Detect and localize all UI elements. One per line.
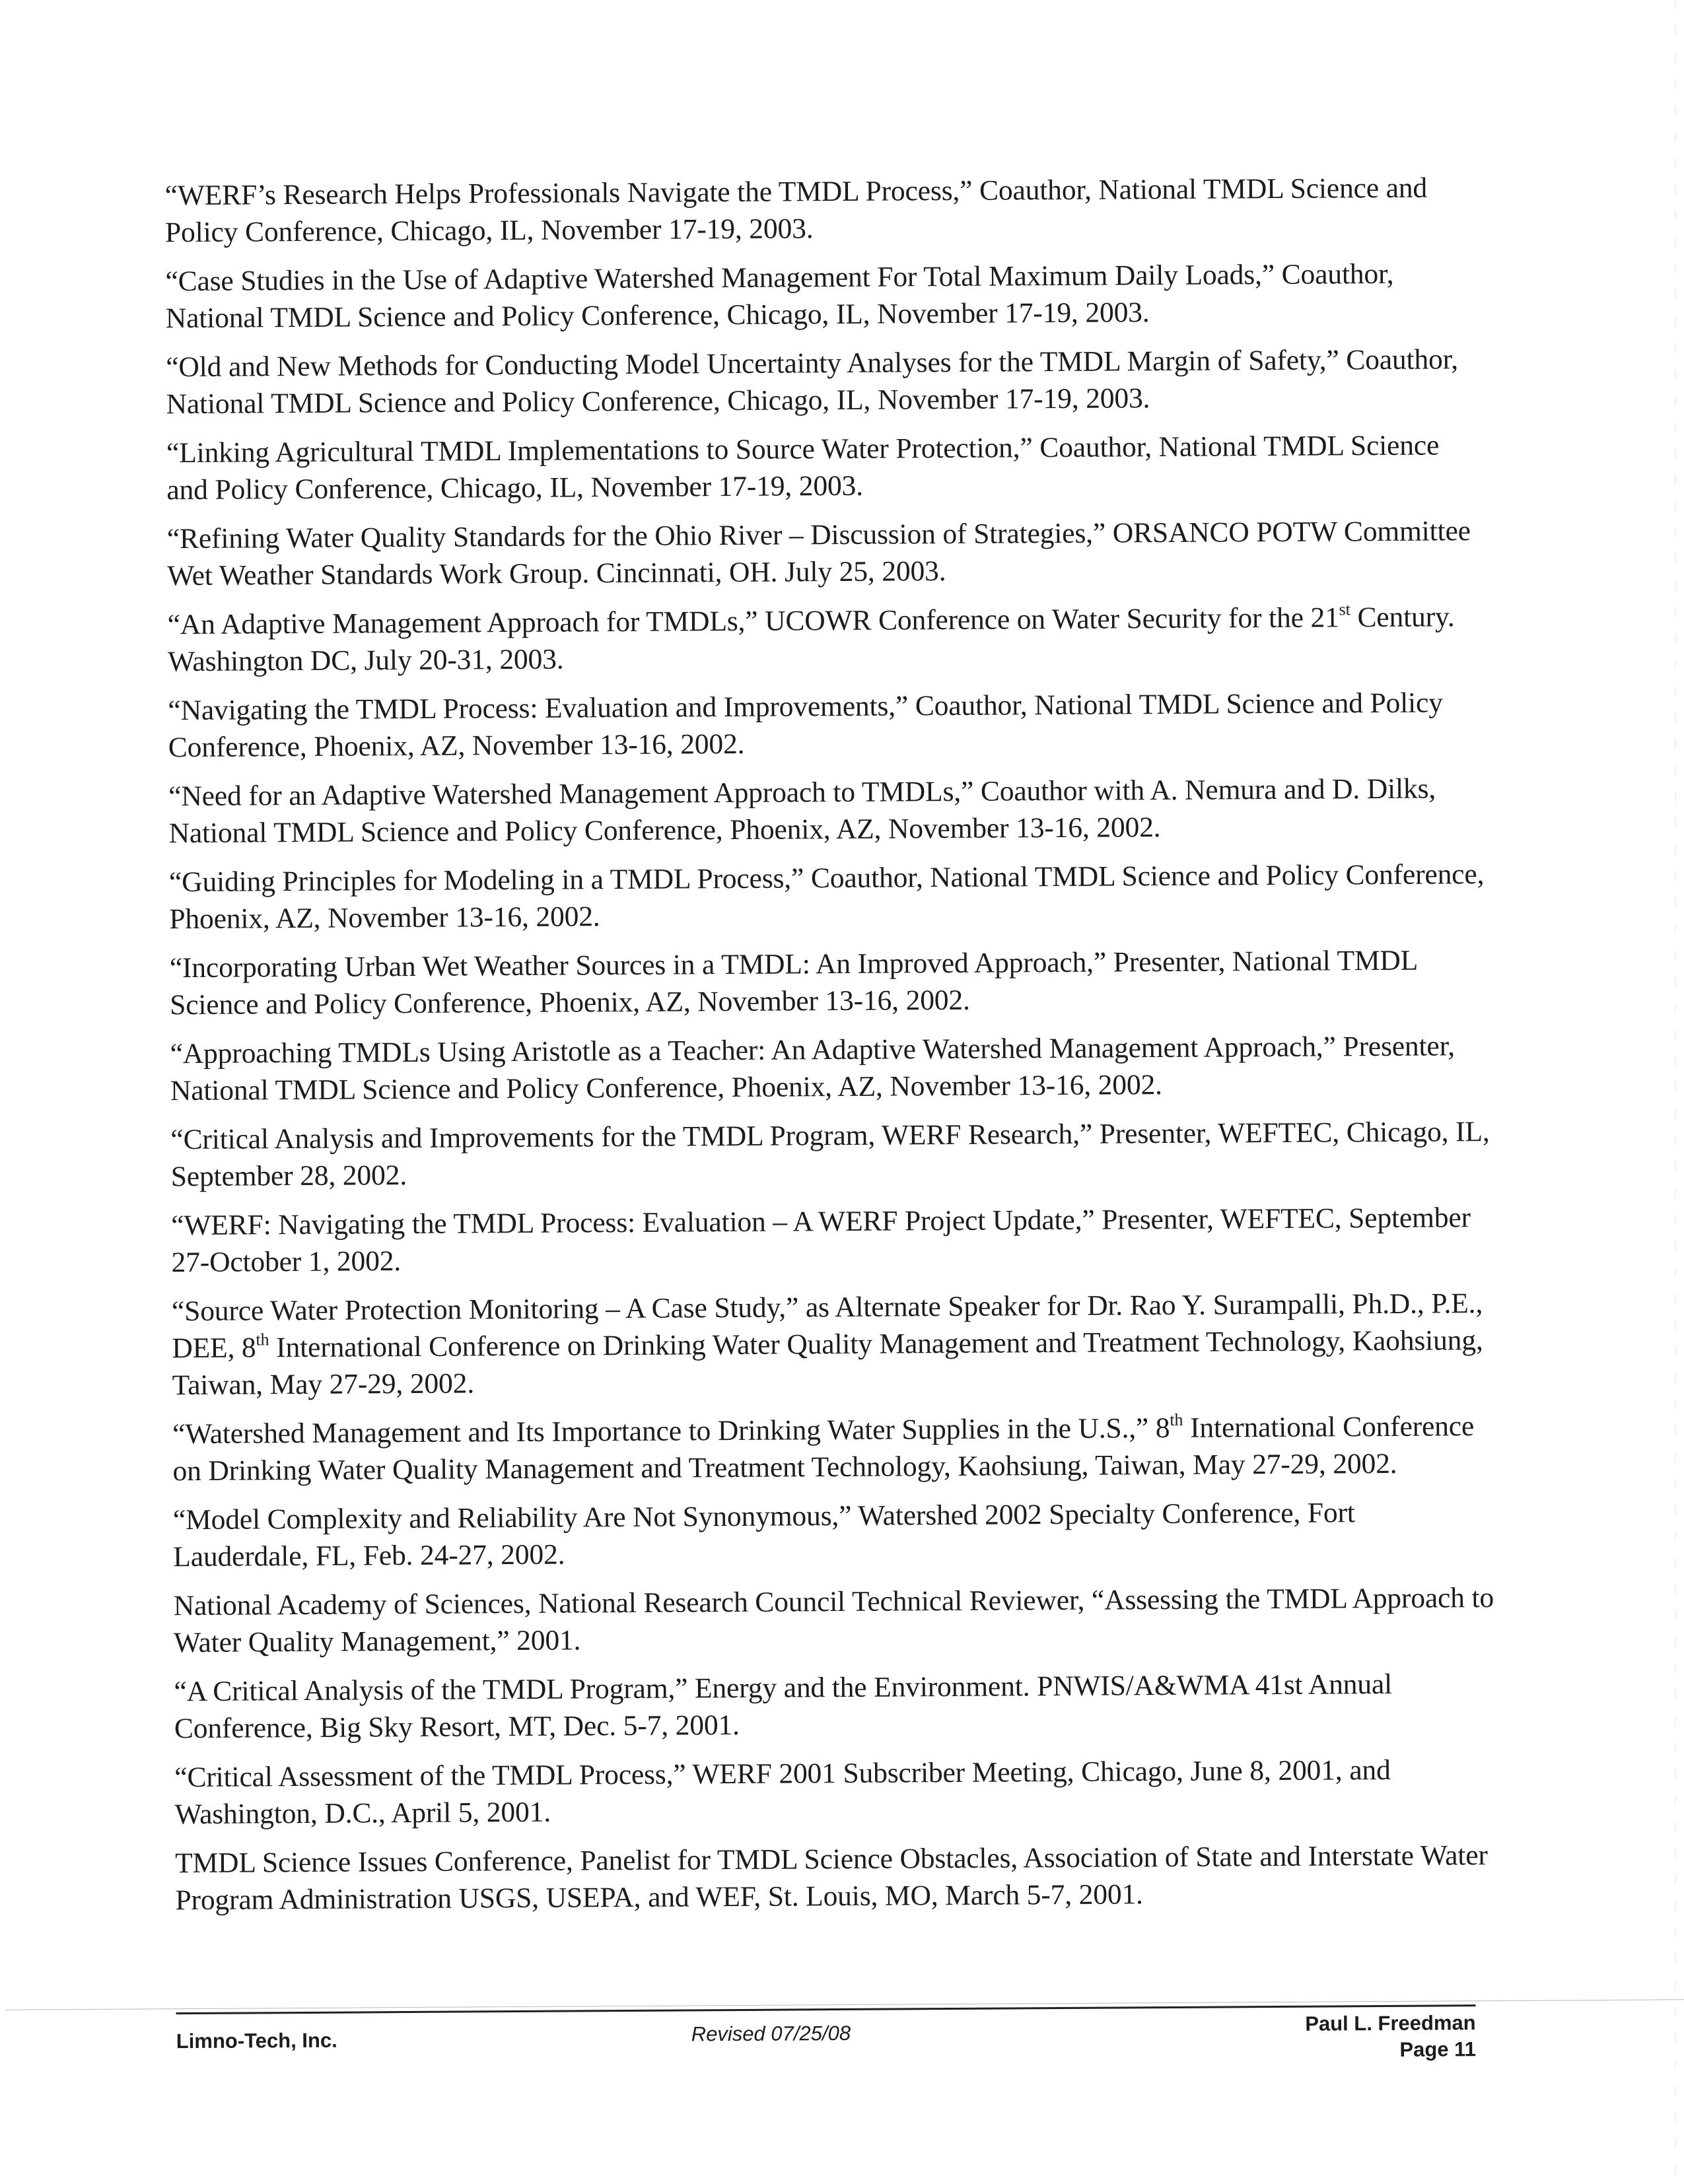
footer-company: Limno-Tech, Inc. <box>176 2028 337 2053</box>
entry-text: “Old and New Methods for Conducting Model Uncertainty Analyses for the TMDL Margin of Safety,” Coauthor, National TMDL Science and Policy Conference, Chicago, IL, November 17-19, 2003. <box>166 343 1459 421</box>
list-item <box>174 1579 1495 1661</box>
entry-text: “Critical Analysis and Improvements for the TMDL Program, WERF Research,” Presenter, WEFTEC, Chicago, IL, September 28, 2002. <box>170 1116 1490 1193</box>
footer-revised-date: Revised 07/25/08 <box>691 2021 851 2046</box>
page-footer <box>176 2011 1477 2061</box>
footer-page-number: Page 11 <box>1399 2037 1477 2061</box>
list-item <box>168 598 1489 680</box>
list-item <box>171 1199 1492 1281</box>
list-item <box>166 341 1487 423</box>
footer-divider <box>176 2004 1476 2014</box>
entry-text: “Approaching TMDLs Using Aristotle as a Teacher: An Adaptive Watershed Management Approach,” Presenter, National TMDL Science and Policy Conference, Phoenix, AZ, November 13-16, 2002. <box>170 1030 1456 1107</box>
list-item <box>170 1027 1491 1109</box>
entry-text: “A Critical Analysis of the TMDL Program,” Energy and the Environment. PNWIS/A&WMA 41st Annual Conference, Big Sky Resort, MT, Dec. 5-7, 2001. <box>174 1668 1393 1745</box>
entry-text: “Guiding Principles for Modeling in a TMDL Process,” Coauthor, National TMDL Science and Policy Conference, Phoenix, AZ, November 13-16, 2002. <box>168 858 1485 936</box>
list-item <box>165 255 1487 337</box>
entry-text: “Model Complexity and Reliability Are Not Synonymous,” Watershed 2002 Specialty Conference, Fort Lauderdale, FL, Feb. 24-27, 2002. <box>172 1497 1355 1573</box>
list-item <box>174 1665 1495 1747</box>
ordinal-suffix: th <box>256 1330 269 1349</box>
list-item <box>175 1837 1496 1919</box>
entry-text-part: Century. Washington DC, July 20-31, 2003. <box>167 601 1455 678</box>
entry-text: TMDL Science Issues Conference, Panelist for TMDL Science Obstacles, Association of State and Interstate Water Program Administration USGS, USEPA, and WEF, St. Louis, MO, March 5-7, 2001. <box>174 1839 1488 1917</box>
entry-text: “Need for an Adaptive Watershed Management Approach to TMDLs,” Coauthor with A. Nemura and D. Dilks, National TMDL Science and Policy Conference, Phoenix, AZ, November 13-16, 2002. <box>168 772 1436 850</box>
ordinal-suffix: st <box>1339 599 1351 619</box>
entry-text: “Incorporating Urban Wet Weather Sources in a TMDL: An Improved Approach,” Presenter, National TMDL Science and Policy Conference, Phoenix, AZ, November 13-16, 2002. <box>169 944 1417 1021</box>
list-item <box>166 427 1488 508</box>
list-item <box>173 1493 1494 1575</box>
entry-text: “Refining Water Quality Standards for the Ohio River – Discussion of Strategies,” ORSANCO POTW Committee Wet Weather Standards Work Group. Cincinnati, OH. July 25, 2003. <box>166 515 1471 592</box>
entry-text-part: “Watershed Management and Its Importance to Drinking Water Supplies in the U.S.,” 8 <box>172 1412 1170 1450</box>
entry-text <box>168 598 1489 680</box>
entry-text: “WERF’s Research Helps Professionals Navigate the TMDL Process,” Coauthor, National TMDL Science and Policy Conference, Chicago, IL, November 17-19, 2003. <box>164 172 1428 249</box>
list-item <box>167 512 1489 594</box>
footer-author: Paul L. Freedman <box>1305 2011 1476 2035</box>
entry-text <box>172 1408 1494 1489</box>
entry-text-part: “An Adaptive Management Approach for TMDLs,” UCOWR Conference on Water Security for the 21 <box>167 601 1339 641</box>
entry-text: “Navigating the TMDL Process: Evaluation and Improvements,” Coauthor, National TMDL Science and Policy Conference, Phoenix, AZ, November 13-16, 2002. <box>168 687 1443 764</box>
list-item <box>168 684 1489 766</box>
ordinal-suffix: th <box>1170 1410 1183 1429</box>
scan-edge-artifact <box>1675 0 1676 2179</box>
entry-text: “WERF: Navigating the TMDL Process: Evaluation – A WERF Project Update,” Presenter, WEFTEC, September 27-October 1, 2002. <box>171 1202 1471 1279</box>
list-item <box>165 169 1487 251</box>
list-item <box>174 1751 1496 1833</box>
list-item <box>169 856 1491 938</box>
footer-author-block <box>1305 2010 1476 2064</box>
list-item <box>170 941 1491 1023</box>
list-item <box>170 1113 1492 1195</box>
entry-text-part: International Conference on Drinking Water Quality Management and Treatment Technology, Kaohsiung, Taiwan, May 27-29, 2002. <box>172 1410 1475 1487</box>
entry-text <box>172 1285 1493 1404</box>
entry-text: “Linking Agricultural TMDL Implementations to Source Water Protection,” Coauthor, National TMDL Science and Policy Conference, Chicago, IL, November 17-19, 2003. <box>166 429 1440 506</box>
presentations-list <box>165 169 1496 1930</box>
entry-text: “Case Studies in the Use of Adaptive Watershed Management For Total Maximum Daily Loads,” Coauthor, National TMDL Science and Policy Conference, Chicago, IL, November 17-19, 2003. <box>165 257 1394 335</box>
entry-text-part: International Conference on Drinking Water Quality Management and Treatment Technology, Kaohsiung, Taiwan, May 27-29, 2002. <box>172 1324 1483 1402</box>
list-item <box>172 1285 1493 1404</box>
entry-text-part: “Source Water Protection Monitoring – A Case Study,” as Alternate Speaker for Dr. Rao Y. Surampalli, Ph.D., P.E., DEE, 8 <box>171 1287 1483 1365</box>
entry-text: National Academy of Sciences, National Research Council Technical Reviewer, “Assessing the TMDL Approach to Water Quality Management,” 2001. <box>173 1581 1494 1659</box>
list-item <box>168 770 1490 852</box>
entry-text: “Critical Assessment of the TMDL Process,” WERF 2001 Subscriber Meeting, Chicago, June 8, 2001, and Washington, D.C., April 5, 2001. <box>174 1754 1391 1831</box>
list-item <box>172 1408 1494 1489</box>
